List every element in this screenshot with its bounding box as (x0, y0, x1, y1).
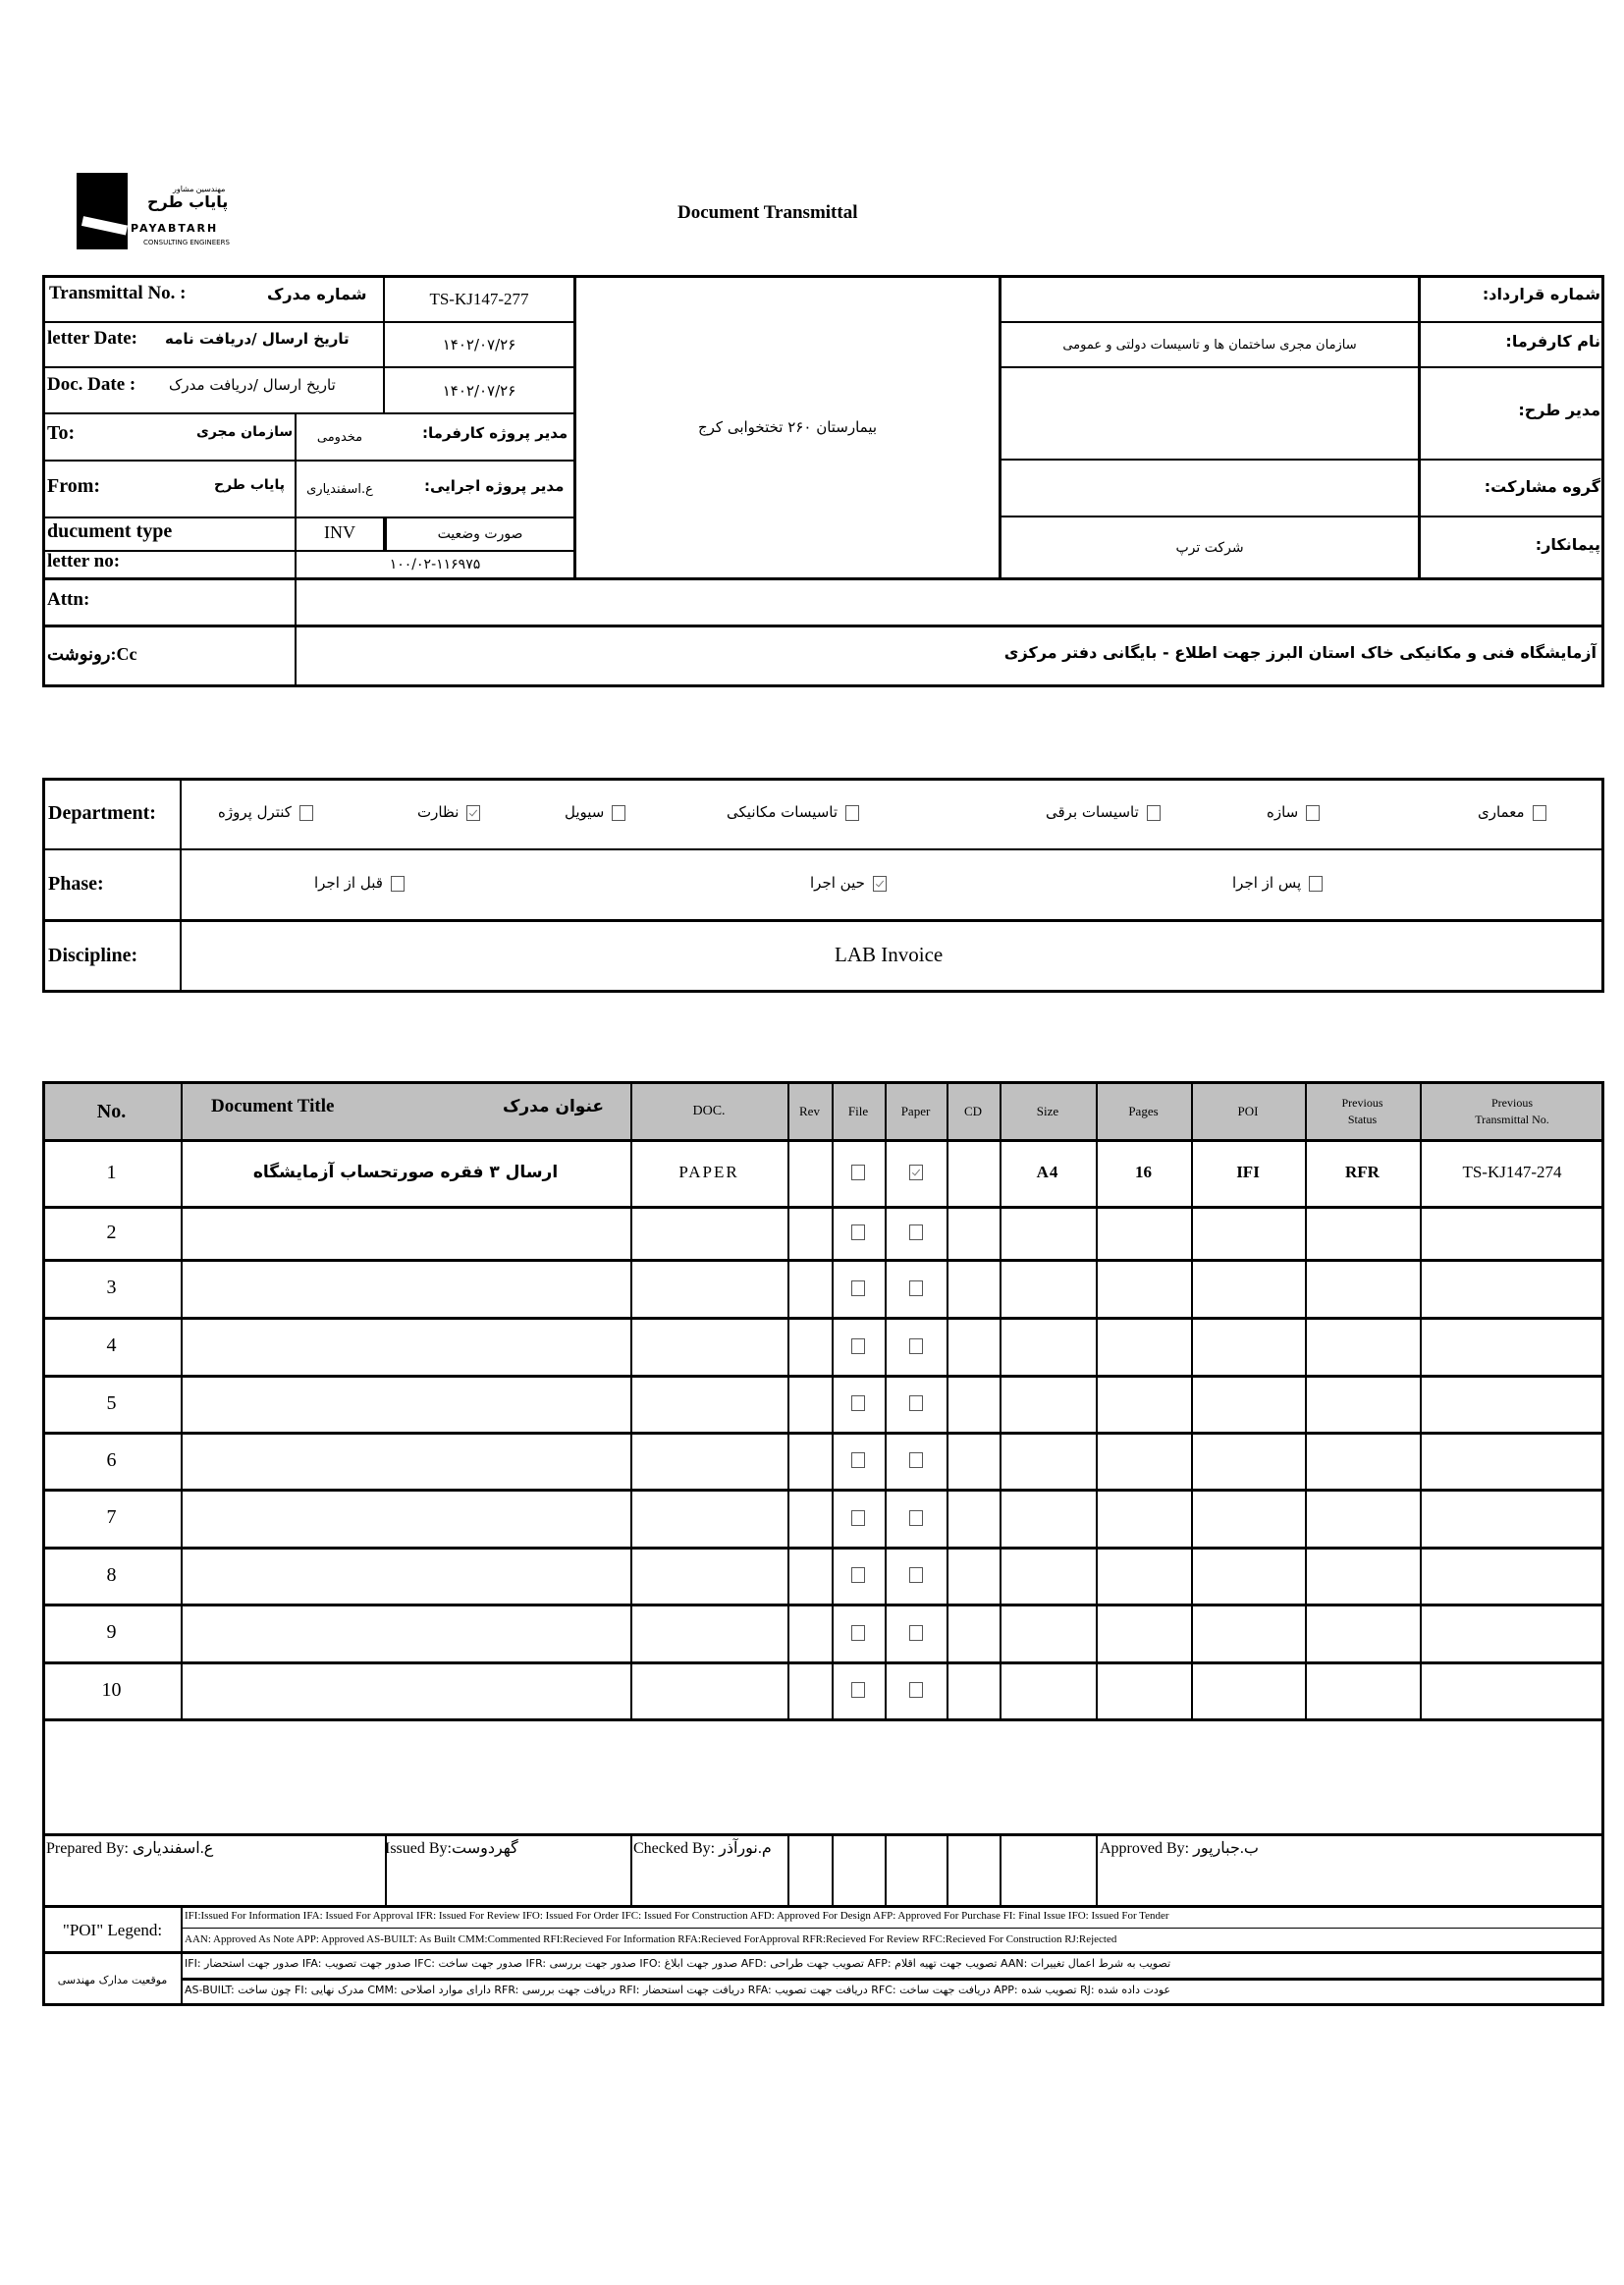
cell-pages (1096, 1206, 1191, 1259)
cell-file[interactable] (832, 1489, 885, 1547)
letter-date-value: ۱۴۰۲/۰۷/۲۶ (442, 336, 516, 354)
cell-poi (1191, 1432, 1305, 1489)
cell-pages: 16 (1135, 1163, 1152, 1181)
cell-poi (1191, 1206, 1305, 1259)
checkbox-icon[interactable] (851, 1682, 865, 1698)
cell-poi (1191, 1661, 1305, 1718)
employer-label: نام کارفرما: (1505, 332, 1600, 351)
doc-type-label: ducument type (47, 520, 173, 542)
cell-cd (947, 1432, 1000, 1489)
cell-size (1000, 1489, 1096, 1547)
phase-label: Phase: (48, 873, 104, 895)
cell-no: 1 (106, 1161, 117, 1183)
letter-date-label-fa: تاریخ ارسال /دریافت نامه (165, 330, 350, 348)
employer-value: سازمان مجری ساختمان ها و تاسیسات دولتی و عمومی (1062, 337, 1357, 353)
cell-poi (1191, 1375, 1305, 1432)
cell-no: 9 (106, 1621, 117, 1643)
cell-cd (947, 1604, 1000, 1661)
table-row (42, 1661, 1604, 1718)
cell-prev_transmittal (1420, 1432, 1604, 1489)
cell-no: 3 (106, 1277, 117, 1298)
table-row (42, 1489, 1604, 1547)
table-row (42, 1317, 1604, 1375)
cell-doc (630, 1206, 787, 1259)
column-header-size (1000, 1084, 1096, 1139)
attn-label: Attn: (47, 589, 90, 610)
department-option-label: نظارت (417, 803, 460, 821)
cell-poi (1191, 1604, 1305, 1661)
department-option[interactable] (417, 803, 480, 821)
phase-option-label: حین اجرا (810, 874, 865, 892)
cell-cd (947, 1547, 1000, 1604)
cell-pages (1096, 1547, 1191, 1604)
checkbox-icon[interactable] (909, 1395, 923, 1411)
cell-file[interactable] (832, 1317, 885, 1375)
column-header-label: No. (96, 1100, 127, 1122)
column-header-poi (1191, 1084, 1305, 1139)
cell-poi (1191, 1547, 1305, 1604)
phase-option[interactable] (1232, 874, 1323, 892)
cell-prev_status (1305, 1317, 1420, 1375)
cell-no: 4 (106, 1334, 117, 1356)
checkbox-icon[interactable] (909, 1165, 923, 1180)
column-header-label: Rev (799, 1104, 820, 1118)
contractor-label: پیمانکار: (1535, 535, 1600, 554)
cell-size (1000, 1206, 1096, 1259)
checked-by: Checked By: م.نورآذر (633, 1840, 772, 1857)
department-option[interactable] (1478, 803, 1546, 821)
cell-paper[interactable] (885, 1317, 947, 1375)
attn-value (297, 580, 1602, 625)
logo-fa-name: پایاب طرح (147, 192, 229, 211)
letter-no-label: letter no: (47, 551, 121, 571)
logo-en-sub: CONSULTING ENGINEERS (143, 239, 230, 246)
checkbox-icon[interactable] (851, 1224, 865, 1240)
from-label: From: (47, 475, 101, 497)
cell-poi: IFI (1236, 1163, 1260, 1181)
cell-no: 6 (106, 1448, 117, 1471)
cell-poi (1191, 1317, 1305, 1375)
checkbox-icon[interactable] (612, 805, 625, 821)
logo-fa-subtitle: مهندسین مشاور (173, 185, 226, 193)
cell-paper[interactable] (885, 1206, 947, 1259)
checkbox-icon[interactable] (466, 805, 480, 821)
column-header-label: Previous (1341, 1096, 1383, 1110)
cell-poi (1191, 1259, 1305, 1317)
checkbox-icon[interactable] (851, 1567, 865, 1583)
cell-prev_status (1305, 1206, 1420, 1259)
cell-prev_status (1305, 1432, 1420, 1489)
cell-doc (630, 1432, 787, 1489)
cell-prev_status (1305, 1604, 1420, 1661)
checkbox-icon[interactable] (909, 1510, 923, 1526)
cell-pages (1096, 1432, 1191, 1489)
cell-size (1000, 1661, 1096, 1718)
cell-pages (1096, 1489, 1191, 1547)
department-option-label: معماری (1478, 803, 1525, 821)
cell-paper[interactable] (885, 1432, 947, 1489)
cell-prev_transmittal (1420, 1317, 1604, 1375)
checkbox-icon[interactable] (1147, 805, 1161, 821)
from-value: پایاب طرح (214, 477, 285, 493)
cell-prev_status (1305, 1375, 1420, 1432)
cell-title (181, 1547, 630, 1604)
checkbox-icon[interactable] (909, 1452, 923, 1468)
column-header-label: Previous (1491, 1096, 1533, 1110)
cell-cd (947, 1139, 1000, 1206)
cell-prev_status (1305, 1259, 1420, 1317)
phase-option[interactable] (314, 874, 405, 892)
cell-file[interactable] (832, 1139, 885, 1206)
cell-file[interactable] (832, 1661, 885, 1718)
cell-title (181, 1375, 630, 1432)
cell-title (181, 1489, 630, 1547)
cell-title (181, 1432, 630, 1489)
column-header-pages (1096, 1084, 1191, 1139)
checkbox-icon[interactable] (851, 1395, 865, 1411)
cell-doc: PAPER (678, 1163, 739, 1181)
cc-value: آزمایشگاه فنی و مکانیکی خاک استان البرز جهت اطلاع - بایگانی دفتر مرکزی (1003, 643, 1597, 662)
cell-prev_transmittal (1420, 1375, 1604, 1432)
department-option[interactable] (565, 803, 625, 821)
cell-prev_status: RFR (1345, 1163, 1380, 1181)
department-option-label: سازه (1267, 803, 1299, 821)
phase-option[interactable] (810, 874, 887, 892)
cell-paper[interactable] (885, 1661, 947, 1718)
logo-mark-icon (77, 173, 128, 249)
checkbox-icon[interactable] (909, 1682, 923, 1698)
column-header-cd (947, 1084, 1000, 1139)
cell-title (181, 1317, 630, 1375)
column-header-paper (885, 1084, 947, 1139)
cell-doc (630, 1489, 787, 1547)
column-header-label: Paper (900, 1104, 931, 1118)
discipline-value: LAB Invoice (835, 943, 944, 966)
cell-prev_status (1305, 1547, 1420, 1604)
department-label: Department: (48, 802, 156, 824)
table-row (42, 1432, 1604, 1489)
cell-title (181, 1259, 630, 1317)
cell-rev (787, 1259, 832, 1317)
checkbox-icon[interactable] (851, 1510, 865, 1526)
transmittal-no-value: TS-KJ147-277 (429, 289, 529, 308)
department-option[interactable] (1046, 803, 1161, 821)
cell-cd (947, 1489, 1000, 1547)
cell-doc (630, 1547, 787, 1604)
poi-legend-line1: IFI:Issued For Information IFA: Issued For Approval IFR: Issued For Review IFO: Issued For Order IFC: Issued For Construction AFD: Approved For Design AFP: Approved For Purchase FI: Final Issue IFO: Issued For Tender (185, 1910, 1169, 1922)
checkbox-icon[interactable] (909, 1567, 923, 1583)
cell-prev_transmittal (1420, 1547, 1604, 1604)
cell-title (181, 1661, 630, 1718)
checkbox-icon[interactable] (873, 876, 887, 892)
checkbox-icon[interactable] (851, 1165, 865, 1180)
doc-date-label-fa: تاریخ ارسال /دریافت مدرک (169, 376, 336, 394)
poi-legend-label: "POI" Legend: (62, 1921, 163, 1939)
cell-doc (630, 1604, 787, 1661)
column-header-prev_trans_1 (1420, 1084, 1604, 1139)
checkbox-icon[interactable] (1306, 805, 1320, 821)
cell-paper[interactable] (885, 1604, 947, 1661)
cell-prev_transmittal (1420, 1661, 1604, 1718)
approved-by: Approved By: ب.جبارپور (1100, 1840, 1259, 1857)
contract-no-value (1001, 277, 1418, 321)
column-header-label: CD (963, 1104, 983, 1118)
department-option-label: تاسیسات مکانیکی (727, 803, 839, 821)
to-role-label: مدیر پروژه کارفرما: (422, 424, 568, 442)
table-row (42, 1206, 1604, 1259)
column-header-title-fa: عنوان مدرک (503, 1097, 605, 1116)
checkbox-icon[interactable] (851, 1625, 865, 1641)
doc-date-label: Doc. Date : (47, 374, 136, 395)
cc-label: Cc:رونوشت (47, 644, 137, 664)
column-header-label: Status (1347, 1113, 1378, 1126)
checkbox-icon[interactable] (1533, 805, 1546, 821)
cell-paper[interactable] (885, 1139, 947, 1206)
checkbox-icon[interactable] (909, 1625, 923, 1641)
cell-rev (787, 1661, 832, 1718)
fa-legend-line2: AS-BUILT: چون ساخت FI: مدرک نهایی CMM: دارای موارد اصلاحی RFR: دریافت جهت بررسی RFI: دریافت جهت استحضار RFA: دریافت جهت تصویب RFC: دریافت جهت ساخت APP: تصویب شده RJ: عودت داده شده (185, 1984, 1171, 1996)
transmittal-no-label: Transmittal No. : (49, 283, 187, 303)
checkbox-icon[interactable] (851, 1280, 865, 1296)
column-header-label: Size (1036, 1104, 1059, 1118)
column-header-title-en: Document Title (211, 1096, 335, 1116)
letter-date-label: letter Date: (47, 328, 137, 349)
cell-rev (787, 1139, 832, 1206)
cell-prev_transmittal: TS-KJ147-274 (1462, 1163, 1562, 1181)
transmittal-no-label-fa: شماره مدرک (267, 285, 367, 303)
prepared-by: Prepared By: ع.اسفندیاری (46, 1840, 214, 1857)
cell-prev_transmittal (1420, 1259, 1604, 1317)
column-header-label: Pages (1128, 1104, 1159, 1118)
to-label: To: (47, 422, 76, 444)
checkbox-icon[interactable] (851, 1338, 865, 1354)
cell-prev_status (1305, 1661, 1420, 1718)
cell-no: 10 (101, 1678, 122, 1701)
cell-paper[interactable] (885, 1489, 947, 1547)
cell-rev (787, 1206, 832, 1259)
cell-pages (1096, 1661, 1191, 1718)
letter-no-value: ۱۰۰/۰۲-۱۱۶۹۷۵ (389, 557, 481, 572)
plan-manager-value (1001, 368, 1418, 459)
project-name: بیمارستان ۲۶۰ تختخوابی کرج (697, 418, 878, 436)
cell-file[interactable] (832, 1259, 885, 1317)
table-row (42, 1259, 1604, 1317)
table-row (42, 1547, 1604, 1604)
cell-size (1000, 1432, 1096, 1489)
page-title: Document Transmittal (677, 202, 858, 223)
column-header-file (832, 1084, 885, 1139)
poi-legend-line2: AAN: Approved As Note APP: Approved AS-BUILT: As Built CMM:Commented RFI:Recieved For Information RFA:Recieved ForApproval RFR:Recieved For Review RFC:Recieved For Construction RJ:Rejected (185, 1933, 1117, 1945)
checkbox-icon[interactable] (391, 876, 405, 892)
table-row (42, 1375, 1604, 1432)
contractor-value: شرکت ترپ (1175, 539, 1244, 556)
cell-poi (1191, 1489, 1305, 1547)
issued-by: Issued By:گهردوست (385, 1840, 518, 1857)
partnership-value (1001, 461, 1418, 516)
cell-paper[interactable] (885, 1259, 947, 1317)
department-option-label: تاسیسات برقی (1046, 803, 1139, 821)
cell-title: ارسال ۳ فقره صورتحساب آزمایشگاه (252, 1163, 559, 1182)
cell-pages (1096, 1604, 1191, 1661)
column-header-no (42, 1084, 181, 1139)
cell-no: 5 (106, 1391, 117, 1414)
cell-rev (787, 1604, 832, 1661)
cell-paper[interactable] (885, 1375, 947, 1432)
department-option-label: سیویل (565, 803, 605, 821)
cell-no: 2 (106, 1221, 117, 1243)
department-option[interactable] (218, 803, 313, 821)
column-header-label: DOC. (692, 1104, 726, 1118)
cell-prev_transmittal (1420, 1206, 1604, 1259)
cell-pages (1096, 1259, 1191, 1317)
cell-size (1000, 1259, 1096, 1317)
department-option-label: کنترل پروژه (218, 803, 292, 821)
column-header-label: File (847, 1104, 869, 1118)
table-row (42, 1139, 1604, 1206)
cell-doc (630, 1375, 787, 1432)
to-person: مخدومی (316, 429, 363, 445)
phase-option-label: پس از اجرا (1232, 874, 1302, 892)
cell-file[interactable] (832, 1432, 885, 1489)
cell-rev (787, 1317, 832, 1375)
department-option[interactable] (1267, 803, 1320, 821)
cell-rev (787, 1375, 832, 1432)
column-header-label: POI (1237, 1104, 1259, 1118)
from-person: ع.اسفندیاری (306, 481, 373, 497)
column-header-rev (787, 1084, 832, 1139)
cell-prev_transmittal (1420, 1604, 1604, 1661)
fa-legend-line1: IFI: صدور جهت استحضار IFA: صدور جهت تصویب IFC: صدور جهت ساخت IFR: صدور جهت بررسی IFO: صدور جهت ابلاغ AFD: تصویب جهت طراحی AFP: تصویب جهت تهیه اقلام AAN: تصویب به شرط اعمال تغییرات (185, 1957, 1171, 1970)
discipline-label: Discipline: (48, 945, 138, 966)
cell-rev (787, 1432, 832, 1489)
cell-size (1000, 1604, 1096, 1661)
column-header-prev_status_1 (1305, 1084, 1420, 1139)
table-row (42, 1604, 1604, 1661)
contract-no-label: شماره قرارداد: (1482, 285, 1600, 303)
checkbox-icon[interactable] (1309, 876, 1323, 892)
checkbox-icon[interactable] (299, 805, 313, 821)
checkbox-icon[interactable] (909, 1338, 923, 1354)
plan-manager-label: مدیر طرح: (1518, 401, 1600, 419)
cell-cd (947, 1259, 1000, 1317)
checkbox-icon[interactable] (909, 1224, 923, 1240)
doc-date-value: ۱۴۰۲/۰۷/۲۶ (442, 381, 516, 400)
column-header-label: Transmittal No. (1475, 1113, 1549, 1126)
cell-cd (947, 1317, 1000, 1375)
cell-size (1000, 1547, 1096, 1604)
to-value: سازمان مجری (196, 424, 294, 440)
fa-legend-label: موقعیت مدارک مهندسی (57, 1973, 168, 1986)
cell-doc (630, 1317, 787, 1375)
cell-no: 8 (106, 1563, 117, 1586)
partnership-label: گروه مشارکت: (1484, 477, 1600, 496)
cell-title (181, 1206, 630, 1259)
logo-en-name: PAYABTARH (131, 222, 219, 235)
cell-prev_status (1305, 1489, 1420, 1547)
checkbox-icon[interactable] (851, 1452, 865, 1468)
cell-no: 7 (106, 1506, 117, 1528)
department-option[interactable] (727, 803, 859, 821)
company-logo (77, 173, 293, 257)
cell-prev_transmittal (1420, 1489, 1604, 1547)
checkbox-icon[interactable] (845, 805, 859, 821)
cell-cd (947, 1375, 1000, 1432)
cell-doc (630, 1259, 787, 1317)
cell-pages (1096, 1317, 1191, 1375)
cell-file[interactable] (832, 1206, 885, 1259)
cell-file[interactable] (832, 1375, 885, 1432)
from-role-label: مدیر پروژه اجرایی: (424, 477, 565, 495)
cell-file[interactable] (832, 1604, 885, 1661)
cell-size: A4 (1036, 1163, 1059, 1181)
cell-size (1000, 1375, 1096, 1432)
cell-file[interactable] (832, 1547, 885, 1604)
cell-cd (947, 1206, 1000, 1259)
cell-title (181, 1604, 630, 1661)
cell-rev (787, 1489, 832, 1547)
cell-size (1000, 1317, 1096, 1375)
cell-paper[interactable] (885, 1547, 947, 1604)
cell-pages (1096, 1375, 1191, 1432)
column-header-doc (630, 1084, 787, 1139)
phase-option-label: قبل از اجرا (314, 874, 383, 892)
doc-type-value: INV (324, 521, 355, 542)
cell-doc (630, 1661, 787, 1718)
doc-type-fa: صورت وضعیت (437, 526, 523, 542)
cell-cd (947, 1661, 1000, 1718)
checkbox-icon[interactable] (909, 1280, 923, 1296)
cell-rev (787, 1547, 832, 1604)
